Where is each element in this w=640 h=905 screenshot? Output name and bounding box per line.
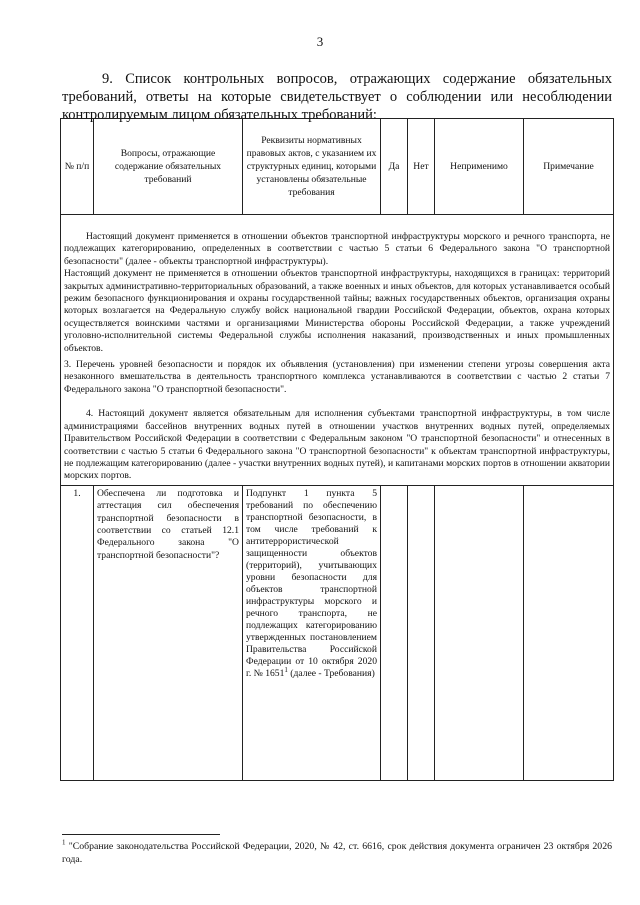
note-paragraph-3: 3. Перечень уровней безопасности и порядок их объявления (установления) при изменении степени угрозы совершения акта незаконного вмешательства в деятельность транспортного комплекса устанавливаются в соответствии с частью 2 статьи 7 Федерального закона "О транспортной безопасности".	[64, 359, 610, 395]
footnote	[62, 840, 612, 866]
footnote-ref: 1	[284, 665, 288, 674]
note-paragraph-1: Настоящий документ применяется в отношении объектов транспортной инфраструктуры морского и речного транспорта, не подлежащих категорированию, определенных в соответствии с частью 5 статьи 6 Федерального закона "О транспортной безопасности" (далее - объекты транспортной инфраструктуры).	[64, 231, 610, 267]
header-yes: Да	[381, 119, 408, 215]
footnote-mark: 1	[62, 838, 66, 847]
section-heading: 9. Список контрольных вопросов, отражающих содержание обязательных требований, ответы на которые свидетельствует о соблюдении или несоблюдении контролируемым лицом обязательных требований:	[62, 71, 612, 123]
row-not-applicable-cell[interactable]	[435, 485, 524, 780]
note-paragraph-4: 4. Настоящий документ является обязательным для исполнения субъектами транспортной инфраструктуры, в том числе администрациями бассейнов внутренних водных путей в отношении участков внутренних водных путей, определяемых Правительством Российской Федерации в соответствии с Федеральным законом "О транспортной безопасности" и отнесенных в соответствии с частью 5 статьи 6 Федерального закона "О транспортной безопасности" к объектам транспортной инфраструктуры, не подлежащим категорированию (далее - участки внутренних водных путей), и капитанами морских портов в отношении акватории морских портов.	[64, 408, 610, 482]
row-requisites	[243, 485, 381, 780]
row-num: 1.	[61, 485, 94, 780]
header-requisites: Реквизиты нормативных правовых актов, с указанием их структурных единиц, которыми установлены обязательные требования	[243, 119, 381, 215]
requisites-tail: (далее - Требования)	[287, 667, 375, 679]
page-number: 3	[316, 34, 324, 49]
notes-cell	[61, 215, 614, 486]
table-header-row	[61, 119, 614, 215]
requisites-text: Подпункт 1 пункта 5 требований по обеспечению транспортной безопасности, в том числе требований к антитеррористической защищенности объектов (территорий), учитывающих уровни безопасности для объектов транспортной инфраструктуры морского и речного транспорта, не подлежащих категорированию утвержденных постановлением Правительства Российской Федерации от 10 октября 2020 г. № 1651	[246, 487, 377, 679]
row-remark-cell[interactable]	[524, 485, 614, 780]
footnote-divider	[62, 834, 220, 835]
footnote-text: "Собрание законодательства Российской Федерации, 2020, № 42, ст. 6616, срок действия документа ограничен 23 октября 2026 года.	[62, 841, 613, 865]
header-num: № п/п	[61, 119, 94, 215]
note-paragraph-2: Настоящий документ не применяется в отношении объектов транспортной инфраструктуры, находящихся в границах: территорий закрытых административно-территориальных образований, а также военных и иных объектов, для которых устанавливается особый режим безопасного функционирования и охраны государственной тайны; важных государственных объектов, организация охраны которых возлагается на Федеральную службу войск национальной гвардии Российской Федерации, объектов, охрана которых осуществляется воинскими частями и организациями Министерства обороны Российской Федерации, а также учреждений уголовно-исполнительной системы Федеральной службы исполнения наказаний, производственных и иных промышленных объектов.	[64, 268, 610, 354]
row-question: Обеспечена ли подготовка и аттестация сил обеспечения транспортной безопасности в соответствии со статьей 12.1 Федерального закона "О транспортной безопасности"?	[94, 485, 243, 780]
table-row	[61, 485, 614, 780]
checklist-table	[60, 118, 614, 781]
notes-row	[61, 215, 614, 486]
header-no: Нет	[408, 119, 435, 215]
header-questions: Вопросы, отражающие содержание обязательных требований	[94, 119, 243, 215]
row-no-cell[interactable]	[408, 485, 435, 780]
header-not-applicable: Неприменимо	[435, 119, 524, 215]
row-yes-cell[interactable]	[381, 485, 408, 780]
header-remark: Примечание	[524, 119, 614, 215]
